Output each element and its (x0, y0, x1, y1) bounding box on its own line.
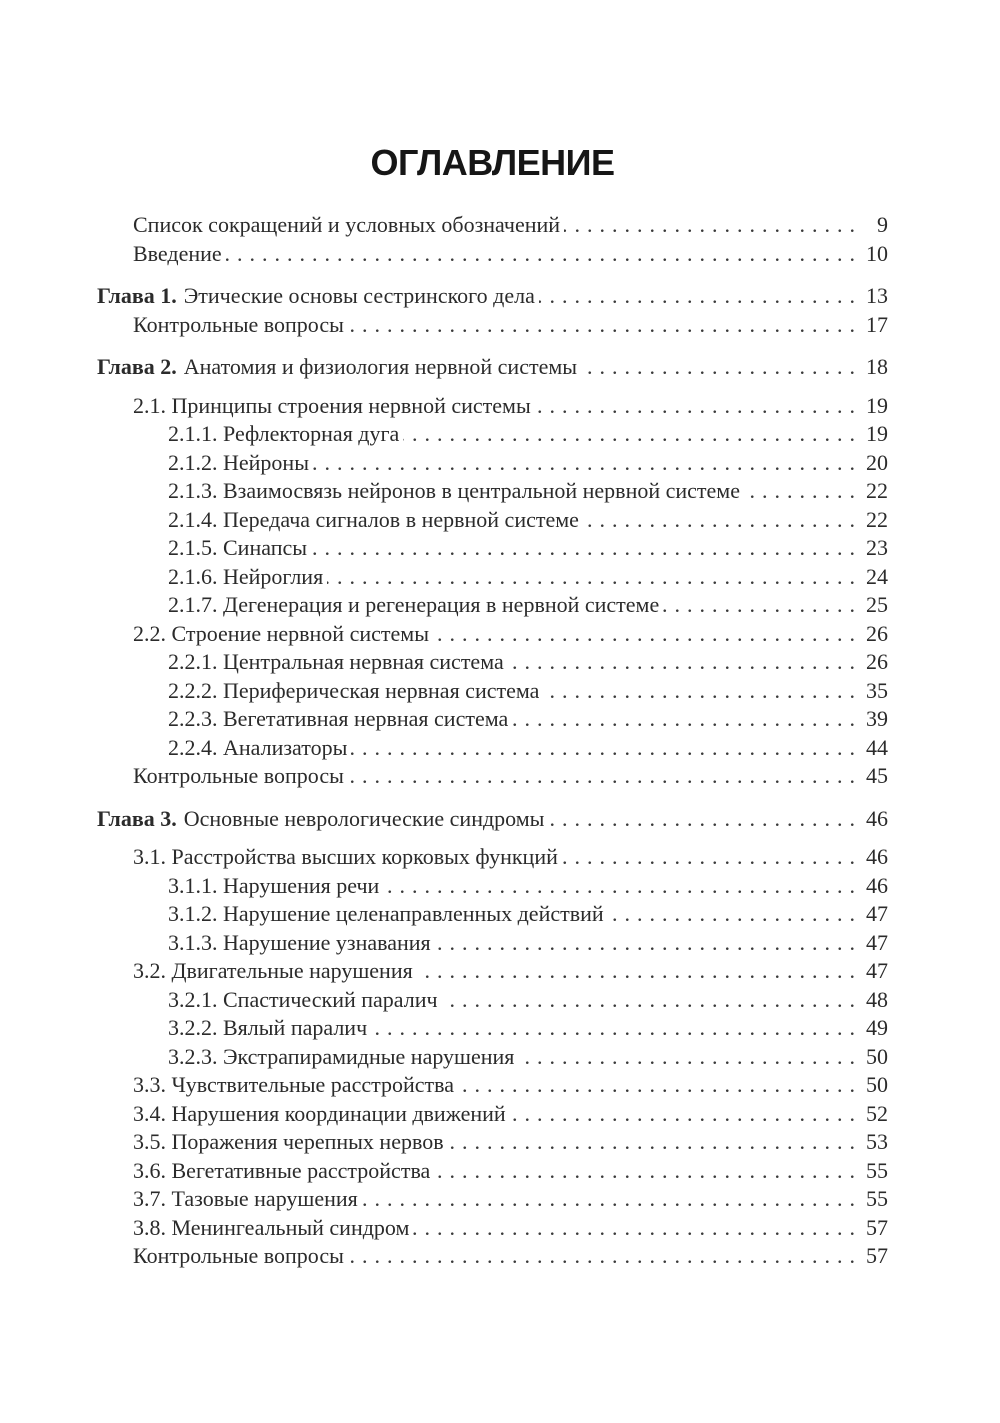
toc-entry-page: 55 (866, 1157, 888, 1183)
dot-leader (562, 843, 855, 872)
toc-entry-label: 2.1.2. Нейроны (168, 449, 309, 475)
toc-entry (97, 1214, 888, 1243)
toc-entry-label: 3.4. Нарушения координации движений (133, 1100, 506, 1126)
toc-entry (97, 506, 888, 535)
toc-entry-page: 13 (866, 283, 888, 308)
dot-leader (744, 477, 855, 506)
toc-entry (97, 311, 888, 340)
toc-entry-prefix: Глава 3. (97, 805, 177, 831)
toc-entry-label: 2.2.4. Анализаторы (168, 734, 348, 760)
dot-leader (417, 957, 855, 986)
toc-entry (97, 353, 888, 382)
toc-entry-page: 53 (866, 1129, 888, 1154)
toc-entry-label: 2.2. Строение нервной системы (133, 620, 429, 646)
toc-entry-page: 45 (866, 763, 888, 788)
toc-entry (97, 1157, 888, 1186)
toc-entry-label: 2.1.1. Рефлекторная дуга (168, 421, 400, 446)
toc-entry (97, 843, 888, 872)
toc-entry-label: 3.2.3. Экстрапирамидные нарушения (168, 1043, 515, 1069)
dot-leader (442, 986, 855, 1015)
dot-leader (226, 240, 855, 269)
dot-leader (564, 211, 855, 240)
toc-entry-page: 47 (866, 901, 888, 926)
toc-entry (97, 477, 888, 506)
dot-leader (548, 805, 855, 834)
dot-leader (518, 1043, 855, 1072)
dot-leader (434, 1157, 855, 1186)
toc-entry (97, 563, 888, 592)
toc-entry (97, 734, 888, 763)
dot-leader (371, 1014, 855, 1043)
dot-leader (535, 392, 855, 421)
dot-leader (348, 1242, 855, 1271)
toc-entry (97, 211, 888, 240)
toc-entry-label: Контрольные вопросы (133, 1243, 344, 1268)
toc-entry (97, 872, 888, 901)
toc-entry-page: 9 (877, 212, 888, 237)
toc-entry (97, 1128, 888, 1157)
dot-leader (362, 1185, 855, 1214)
dot-leader (608, 900, 855, 929)
toc-entry-page: 46 (866, 872, 888, 898)
toc-entry-page: 25 (866, 592, 888, 617)
toc-entry-label: 3.8. Менингеальный синдром (133, 1214, 410, 1240)
dot-leader (448, 1128, 855, 1157)
toc-entry-label: 2.1.3. Взаимосвязь нейронов в центральной нервной системе (168, 478, 740, 503)
toc-entry-page: 39 (866, 706, 888, 731)
toc-entry-page: 46 (866, 805, 888, 831)
toc-entry-label: Список сокращений и условных обозначений (133, 212, 561, 237)
toc-entry-page: 24 (866, 563, 888, 589)
toc-entry-label: 2.2.2. Периферическая нервная система (168, 677, 540, 703)
toc-entry-page: 44 (866, 734, 888, 760)
toc-entry (97, 1014, 888, 1043)
dot-leader (311, 534, 855, 563)
toc-entry-label: 3.2.2. Вялый паралич (168, 1015, 368, 1040)
dot-leader (458, 1071, 855, 1100)
toc-entry-label: 2.2.1. Центральная нервная система (168, 649, 504, 674)
toc-entry-label: 3.1. Расстройства высших корковых функций (133, 844, 558, 869)
toc-entry-page: 35 (866, 677, 888, 703)
toc-entry-page: 22 (866, 478, 888, 503)
toc-entry-label: 3.1.3. Нарушение узнавания (168, 929, 431, 955)
toc-entry-label: Контрольные вопросы (133, 763, 344, 788)
toc-entry (97, 900, 888, 929)
toc-entry-label: 2.2.3. Вегетативная нервная система (168, 706, 509, 731)
toc-entry (97, 1185, 888, 1214)
toc-entry-page: 26 (866, 649, 888, 674)
toc-entry-label: 3.2. Двигательные нарушения (133, 958, 413, 983)
toc-entry (97, 762, 888, 791)
toc-entry-page: 26 (866, 620, 888, 646)
toc-entry (97, 929, 888, 958)
toc-entry (97, 240, 888, 269)
toc-entry-label: 3.3. Чувствительные расстройства (133, 1072, 454, 1097)
dot-leader (581, 353, 855, 382)
toc-entry-page: 48 (866, 986, 888, 1012)
dot-leader (663, 591, 855, 620)
dot-leader (413, 1214, 855, 1243)
toc-entry-page: 46 (866, 844, 888, 869)
toc-entry (97, 677, 888, 706)
toc-entry-label: 2.1.6. Нейроглия (168, 563, 324, 589)
toc-entry-page: 47 (866, 958, 888, 983)
toc-entry (97, 957, 888, 986)
toc-entry-page: 50 (866, 1043, 888, 1069)
toc-entry-label: 2.1. Принципы строения нервной системы (133, 392, 531, 418)
toc-entry-prefix: Глава 2. (97, 354, 177, 379)
toc-content (97, 142, 888, 1271)
toc-entry (97, 449, 888, 478)
toc-entry-page: 52 (866, 1100, 888, 1126)
dot-leader (435, 929, 855, 958)
dot-leader (351, 734, 855, 763)
toc-entry-page: 19 (866, 392, 888, 418)
toc-entry-page: 55 (866, 1186, 888, 1211)
page-title: ОГЛАВЛЕНИЕ (370, 142, 615, 183)
toc-entry-label: Анатомия и физиология нервной системы (183, 354, 578, 379)
dot-leader (512, 705, 855, 734)
toc-entry (97, 282, 888, 311)
toc-entry (97, 1043, 888, 1072)
toc-entry-page: 20 (866, 449, 888, 475)
toc-entry (97, 648, 888, 677)
toc-entry-label: 3.7. Тазовые нарушения (133, 1186, 358, 1211)
toc-entry-label: Введение (133, 240, 222, 266)
toc-entry-page: 17 (866, 311, 888, 337)
toc-entry (97, 534, 888, 563)
toc-entry-page: 57 (866, 1243, 888, 1268)
toc-list (97, 211, 888, 1271)
dot-leader (348, 762, 855, 791)
toc-entry-label: Контрольные вопросы (133, 311, 344, 337)
dot-leader (403, 420, 855, 449)
toc-entry-page: 19 (866, 421, 888, 446)
toc-entry-page: 23 (866, 535, 888, 560)
toc-entry (97, 1100, 888, 1129)
toc-entry (97, 420, 888, 449)
toc-entry (97, 620, 888, 649)
toc-entry-page: 47 (866, 929, 888, 955)
toc-entry-page: 57 (866, 1214, 888, 1240)
dot-leader (583, 506, 855, 535)
dot-leader (383, 872, 855, 901)
toc-entry (97, 1242, 888, 1271)
toc-entry-page: 22 (866, 506, 888, 532)
toc-entry-label: Этические основы сестринского дела (183, 283, 535, 308)
dot-leader (348, 311, 855, 340)
toc-entry-page: 50 (866, 1072, 888, 1097)
toc-entry-label: Основные неврологические синдромы (183, 805, 545, 831)
dot-leader (327, 563, 855, 592)
toc-entry-label: 3.1.2. Нарушение целенаправленных действий (168, 901, 604, 926)
toc-entry-page: 10 (866, 240, 888, 266)
toc-entry-label: 2.1.5. Синапсы (168, 535, 308, 560)
dot-leader (508, 648, 855, 677)
toc-entry-label: 2.1.4. Передача сигналов в нервной системе (168, 506, 579, 532)
dot-leader (433, 620, 855, 649)
toc-entry (97, 1071, 888, 1100)
toc-entry-label: 3.1.1. Нарушения речи (168, 872, 380, 898)
dot-leader (539, 282, 855, 311)
toc-entry-label: 3.6. Вегетативные расстройства (133, 1157, 431, 1183)
toc-entry (97, 392, 888, 421)
toc-entry-label: 3.2.1. Спастический паралич (168, 986, 438, 1012)
toc-entry-label: 3.5. Поражения черепных нервов (133, 1129, 444, 1154)
toc-entry (97, 986, 888, 1015)
toc-entry-page: 18 (866, 354, 888, 379)
toc-entry (97, 805, 888, 834)
dot-leader (313, 449, 855, 478)
dot-leader (543, 677, 855, 706)
toc-entry-page: 49 (866, 1015, 888, 1040)
toc-entry (97, 591, 888, 620)
toc-entry-label: 2.1.7. Дегенерация и регенерация в нервной системе (168, 592, 660, 617)
toc-entry-prefix: Глава 1. (97, 283, 177, 308)
dot-leader (510, 1100, 855, 1129)
toc-entry (97, 705, 888, 734)
